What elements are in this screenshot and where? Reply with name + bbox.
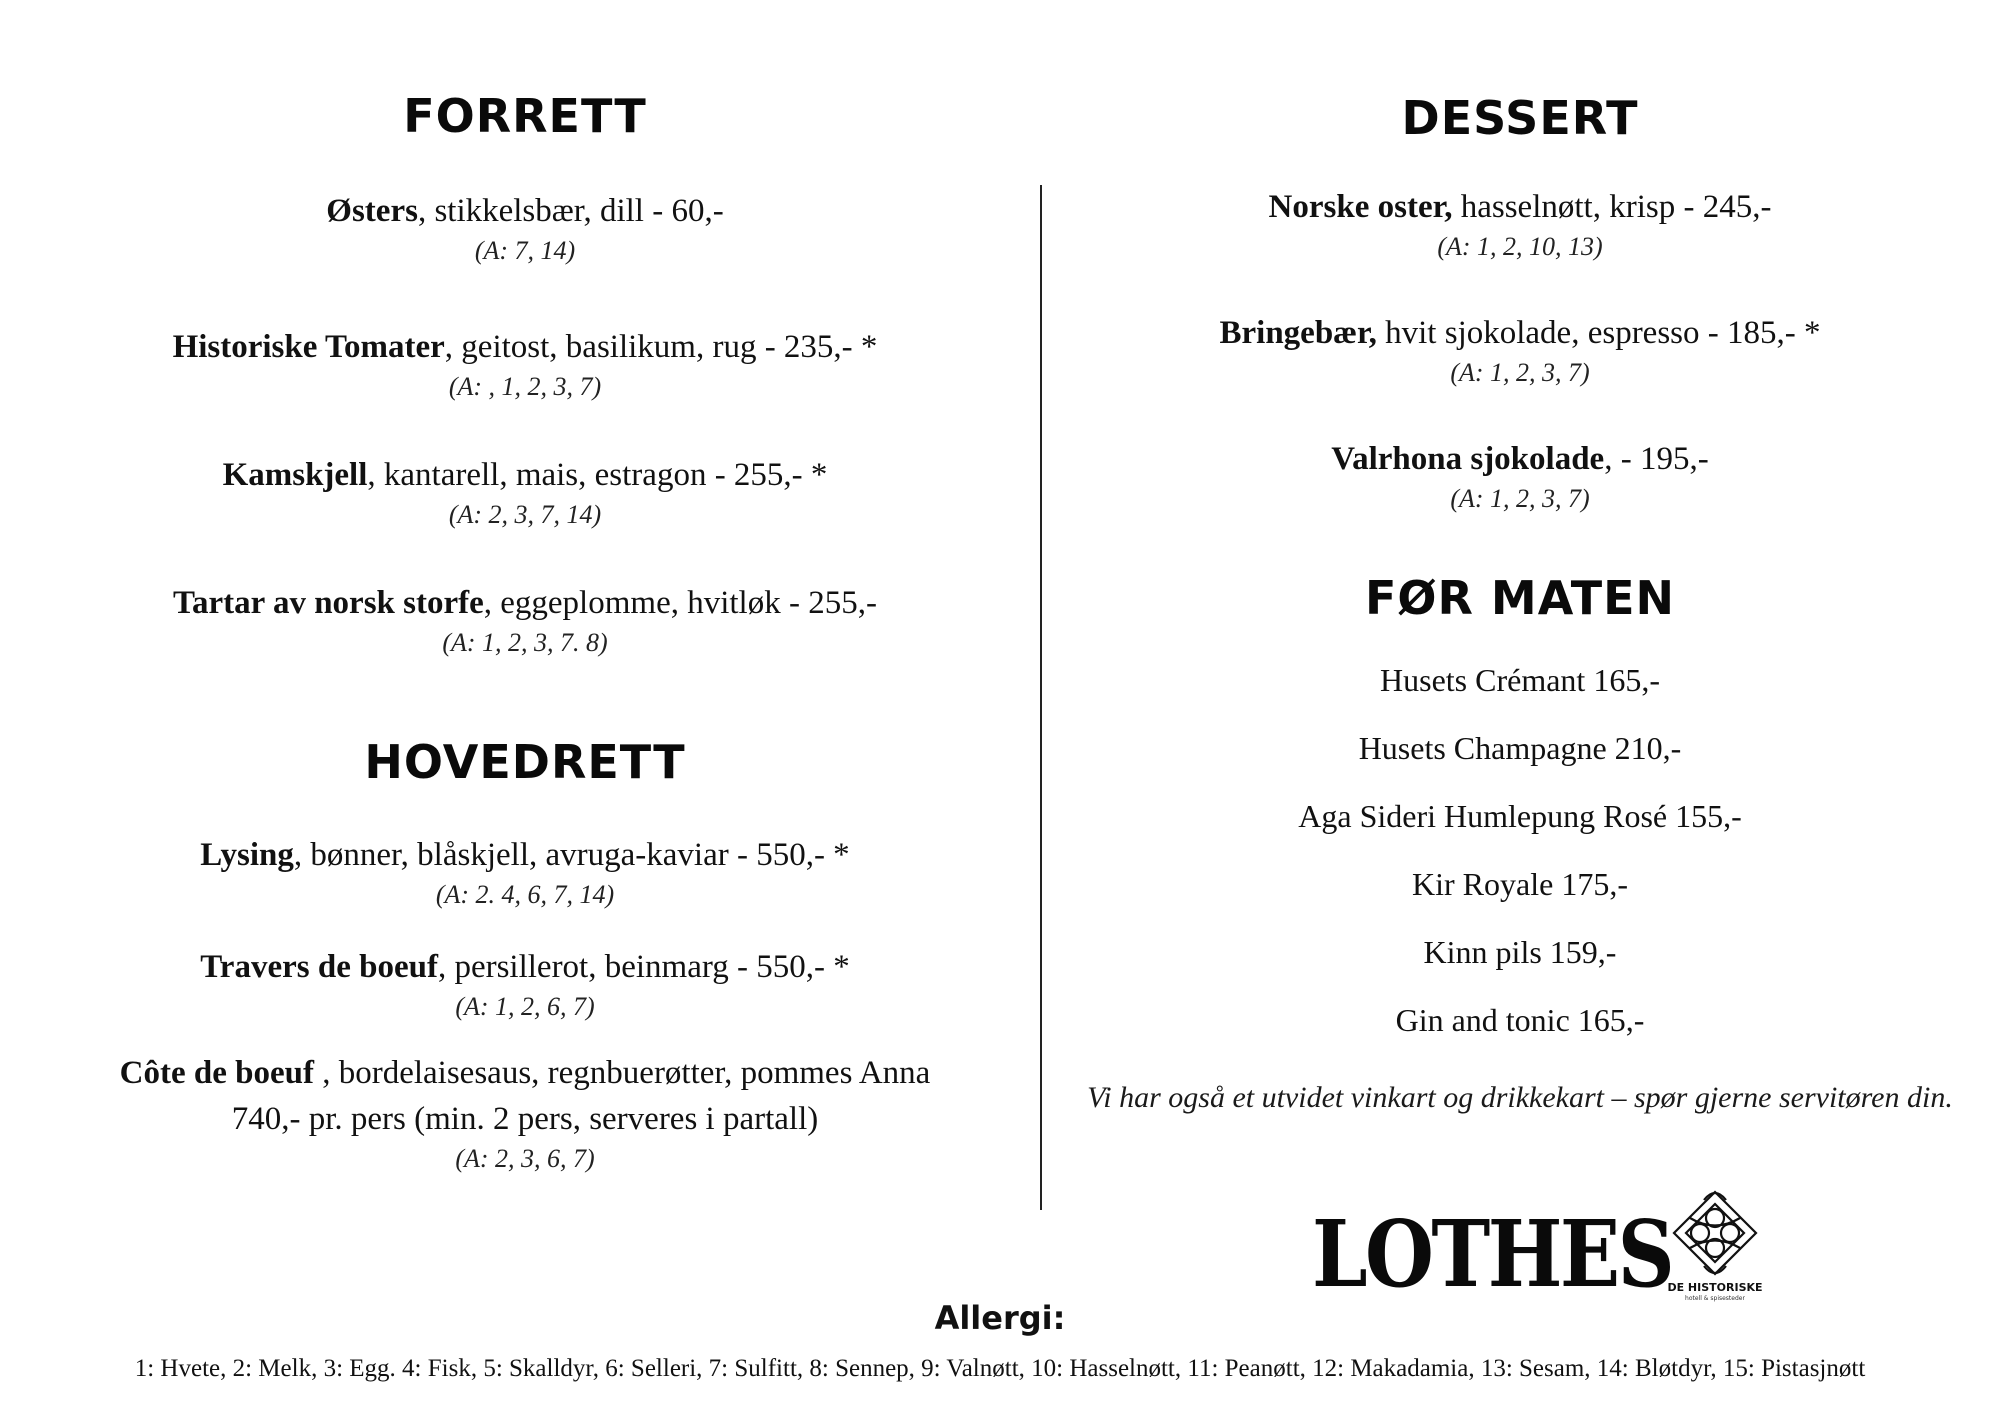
dish-line: [60, 1052, 990, 1094]
allergen-codes: (A: 2, 3, 6, 7): [455, 1144, 595, 1173]
dish-line: [60, 834, 990, 876]
dish-description: hvit sjokolade, espresso - 185,- *: [1376, 315, 1821, 351]
forrett-heading: FORRETT: [403, 89, 647, 143]
column-divider: [1040, 185, 1042, 1210]
dish-line: [60, 946, 990, 988]
left-column: [60, 88, 990, 1178]
dessert-heading: DESSERT: [1401, 91, 1639, 145]
drink-item: Husets Champagne 210,-: [1358, 730, 1682, 766]
dish-line: [1060, 186, 1980, 228]
dish-description: , stikkelsbær, dill - 60,-: [417, 193, 724, 229]
lothes-logo: LOTHES: [1312, 1200, 1673, 1308]
right-column: [1060, 90, 1980, 1118]
allergen-codes: (A: 1, 2, 10, 13): [1437, 232, 1603, 261]
dish-name: Côte de boeuf: [119, 1055, 314, 1091]
dish-description: , persillerot, beinmarg - 550,- *: [437, 949, 850, 985]
drink-item: Husets Crémant 165,-: [1380, 662, 1660, 698]
allergen-codes: (A: 1, 2, 3, 7. 8): [442, 628, 608, 657]
menu-item-travers-de-boeuf: [60, 946, 990, 1026]
dish-name: Tartar av norsk storfe: [173, 585, 484, 621]
allergen-codes: (A: 1, 2, 6, 7): [455, 992, 595, 1021]
dish-name: Valrhona sjokolade: [1331, 441, 1605, 477]
menu-item-cote-de-boeuf: [60, 1052, 990, 1178]
drinks-list: [1060, 660, 1980, 1040]
drink-item: Kir Royale 175,-: [1412, 866, 1628, 902]
menu-item-bringebaer: [1060, 312, 1980, 392]
allergen-codes: (A: 2, 3, 7, 14): [448, 500, 602, 529]
dish-name: Norske oster,: [1268, 189, 1453, 225]
dish-description: hasselnøtt, krisp - 245,-: [1452, 189, 1772, 225]
dish-name: Østers: [326, 193, 418, 229]
wine-list-note: Vi har også et utvidet vinkart og drikkekart – spør gjerne servitøren din.: [1087, 1081, 1953, 1114]
dish-name: Travers de boeuf: [200, 949, 438, 985]
emblem-label: DE HISTORISKE: [1667, 1281, 1763, 1294]
dish-description: , geitost, basilikum, rug - 235,- *: [444, 329, 878, 365]
dish-line: [60, 190, 990, 232]
allergy-list: 1: Hvete, 2: Melk, 3: Egg. 4: Fisk, 5: Skalldyr, 6: Selleri, 7: Sulfitt, 8: Sennep, 9: Valnøtt, 10: Hasselnøtt, 11: Peanøtt, 12: Makadamia, 13: Sesam, 14: Bløtdyr, 15: Pistasjnøtt: [134, 1355, 1866, 1382]
dish-description: , bønner, blåskjell, avruga-kaviar - 550,- *: [293, 837, 850, 873]
dish-description: , kantarell, mais, estragon - 255,- *: [367, 457, 828, 493]
dish-name: Kamskjell: [222, 457, 368, 493]
menu-item-valrhona: [1060, 438, 1980, 518]
dish-line: [1060, 438, 1980, 480]
allergen-codes: (A: , 1, 2, 3, 7): [448, 372, 602, 401]
allergen-codes: (A: 1, 2, 3, 7): [1450, 358, 1590, 387]
menu-item-lysing: [60, 834, 990, 914]
dish-description: , eggeplomme, hvitløk - 255,-: [483, 585, 877, 621]
menu-item-tartar: [60, 582, 990, 662]
dish-name: Bringebær,: [1219, 315, 1377, 351]
dish-line: [1060, 312, 1980, 354]
dish-line: [60, 582, 990, 624]
allergen-codes: (A: 2. 4, 6, 7, 14): [435, 880, 615, 909]
dish-line: [60, 454, 990, 496]
allergen-codes: (A: 7, 14): [474, 236, 576, 265]
allergy-title: Allergi:: [934, 1299, 1066, 1337]
dish-description-line-2: 740,- pr. pers (min. 2 pers, serveres i partall): [231, 1101, 819, 1137]
dish-description: , bordelaisesaus, regnbuerøtter, pommes Anna: [313, 1055, 931, 1091]
menu-item-osters: [60, 190, 990, 270]
dish-description: , - 195,-: [1604, 441, 1709, 477]
allergen-codes: (A: 1, 2, 3, 7): [1450, 484, 1590, 513]
menu-item-norske-oster: [1060, 186, 1980, 266]
emblem-subtitle: hotell & spisesteder: [1685, 1295, 1745, 1302]
for-maten-heading: FØR MATEN: [1364, 571, 1676, 625]
dish-name: Historiske Tomater: [172, 329, 445, 365]
drink-item: Gin and tonic 165,-: [1395, 1002, 1645, 1038]
menu-item-historiske-tomater: [60, 326, 990, 406]
drink-item: Kinn pils 159,-: [1423, 934, 1617, 970]
dish-name: Lysing: [200, 837, 294, 873]
menu-item-kamskjell: [60, 454, 990, 534]
hovedrett-heading: HOVEDRETT: [364, 735, 686, 789]
drink-item: Aga Sideri Humlepung Rosé 155,-: [1298, 798, 1742, 834]
dish-line: [60, 326, 990, 368]
